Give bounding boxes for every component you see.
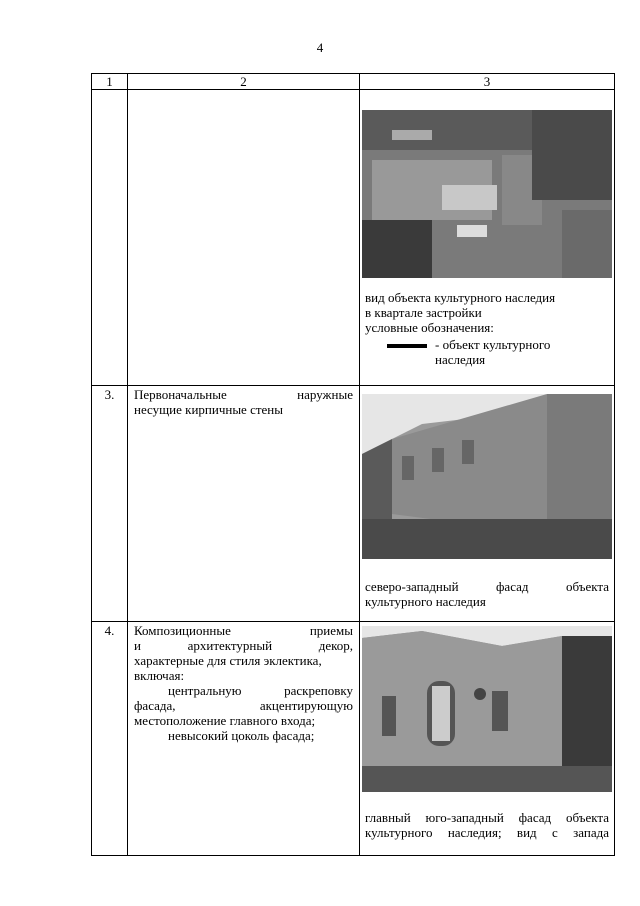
row-photo-cell (360, 386, 615, 622)
description-line: местоположение главного входа; (134, 713, 316, 728)
caption-line: культурного наследия; вид с запада (365, 825, 609, 840)
row-photo-cell (360, 622, 615, 856)
header-cell-3: 3 (360, 74, 615, 90)
caption-line: в квартале застройки (365, 305, 482, 320)
row-caption (360, 290, 614, 367)
legend-text: - объект культурного наследия (435, 337, 551, 367)
row-caption (360, 810, 614, 840)
building-southwest-photo-image (362, 626, 612, 792)
caption-line: главный юго-западный фасад объекта (365, 810, 609, 825)
description-line: Первоначальные наружные (134, 387, 353, 402)
header-cell-1: 1 (92, 74, 128, 90)
caption-line: вид объекта культурного наследия (365, 290, 556, 305)
row-caption (360, 579, 614, 609)
description-line: и архитектурный декор, (134, 638, 353, 653)
building-southwest-photo (362, 626, 612, 792)
legend-line-swatch (387, 344, 427, 348)
row-photo-cell (360, 90, 615, 386)
header-cell-2: 2 (128, 74, 360, 90)
description-line: включая: (134, 668, 185, 683)
row-number: 4. (92, 622, 128, 856)
row-description (128, 90, 360, 386)
heritage-table (91, 73, 615, 856)
table-row (92, 90, 615, 386)
description-line: центральную раскреповку (168, 683, 353, 698)
description-line: характерные для стиля эклектика, (134, 653, 322, 668)
site-plan-photo-image (362, 110, 612, 278)
table-row (92, 622, 615, 856)
description-line: Композиционные приемы (134, 623, 353, 638)
legend (387, 337, 609, 367)
row-number (92, 90, 128, 386)
caption-line: северо-западный фасад объекта (365, 579, 609, 594)
description-line: несущие кирпичные стены (134, 402, 283, 417)
row-description (128, 386, 360, 622)
table-header-row (92, 74, 615, 90)
caption-line: условные обозначения: (365, 320, 494, 335)
caption-line: культурного наследия (365, 594, 486, 609)
building-northwest-photo (362, 394, 612, 559)
row-description (128, 622, 360, 856)
description-line: невысокий цоколь фасада; (168, 728, 315, 743)
building-northwest-photo-image (362, 394, 612, 559)
site-plan-photo (362, 110, 612, 278)
description-line: фасада, акцентирующую (134, 698, 353, 713)
row-number: 3. (92, 386, 128, 622)
table-row (92, 386, 615, 622)
page-number: 4 (316, 40, 324, 55)
